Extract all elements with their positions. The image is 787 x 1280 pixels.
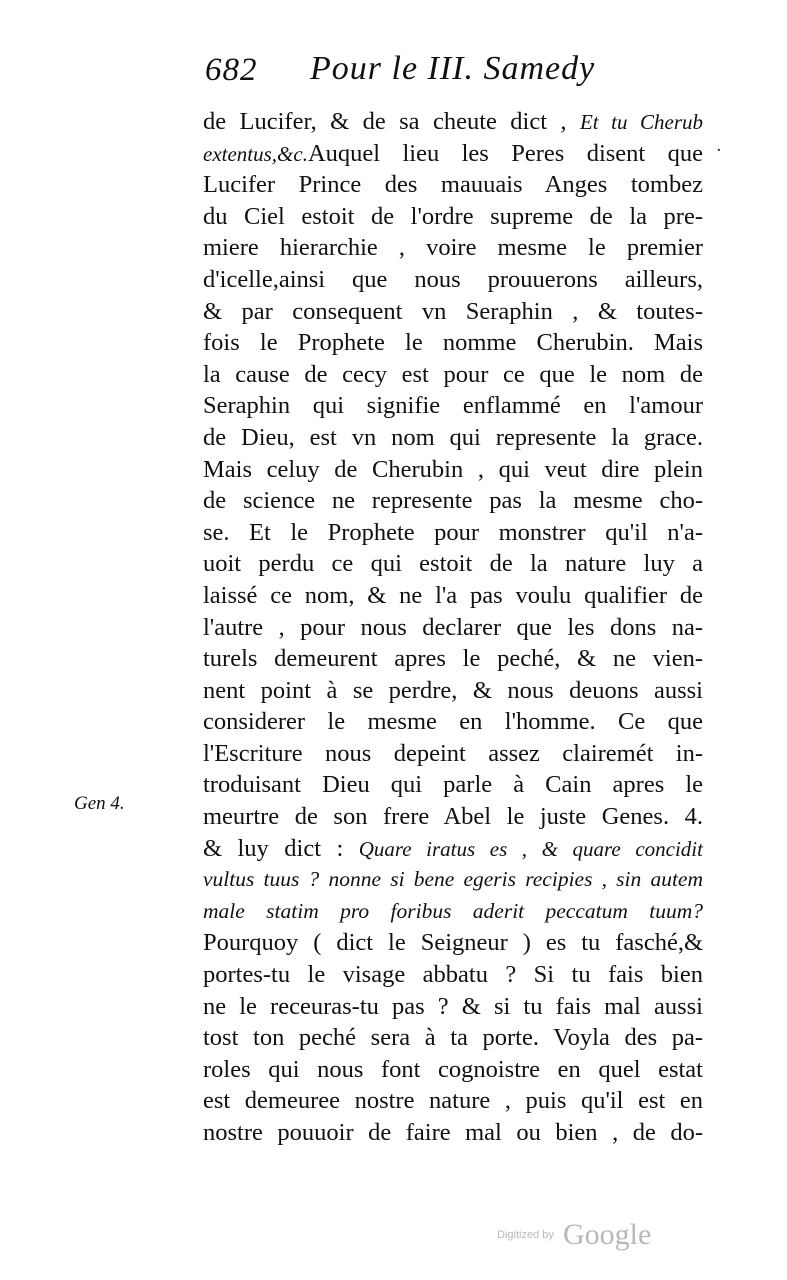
line-text: tost ton peché sera à ta porte. Voyla des pa- (203, 1024, 703, 1052)
text-line (203, 454, 703, 486)
text-line (203, 517, 703, 549)
line-text: portes-tu le visage abbatu ? Si tu fais bien (203, 961, 703, 989)
line-text: de Lucifer, & de sa cheute dict , (203, 108, 580, 135)
line-text: de science ne represente pas la mesme cho- (203, 487, 703, 515)
page-header (205, 46, 705, 96)
line-text: l'Escriture nous depeint assez clairemét in- (203, 739, 703, 767)
text-line (203, 1117, 703, 1149)
line-text: Lucifer Prince des mauuais Anges tombez (203, 171, 703, 199)
line-text: laissé ce nom, & ne l'a pas voulu qualifier de (203, 581, 703, 609)
text-line (203, 927, 703, 959)
text-line (203, 422, 703, 454)
running-title: Pour le III. Samedy (310, 50, 596, 87)
line-text: Mais celuy de Cherubin , qui veut dire plein (203, 455, 703, 483)
text-line (203, 643, 703, 675)
digitized-watermark (497, 1218, 651, 1252)
text-line (203, 1085, 703, 1117)
line-text: miere hierarchie , voire mesme le premier (203, 234, 703, 262)
text-line (203, 359, 703, 391)
line-text: considerer le mesme en l'homme. Ce que (203, 708, 703, 736)
line-text: nostre pouuoir de faire mal ou bien , de do- (203, 1119, 703, 1146)
latin-quotation: extentus,&c. (203, 141, 308, 166)
watermark-prefix: Digitized by (497, 1229, 554, 1241)
line-text: fois le Prophete le nomme Cherubin. Mais (203, 329, 703, 357)
line-text: de Dieu, est vn nom qui represente la grace. (203, 423, 703, 451)
text-line (203, 106, 703, 138)
line-text: Pourquoy ( dict le Seigneur ) es tu fasché,& (203, 929, 703, 957)
line-text: Seraphin qui signifie enflammé en l'amour (203, 392, 703, 420)
text-line (203, 169, 703, 201)
text-line (203, 801, 703, 833)
body-text (203, 106, 703, 1149)
text-line (203, 548, 703, 580)
line-text: nent point à se perdre, & nous deuons aussi (203, 676, 703, 704)
text-line (203, 675, 703, 707)
line-text: & luy dict : (203, 834, 359, 862)
margin-note-genesis-reference: Gen 4. (74, 793, 125, 814)
page-number: 682 (205, 52, 258, 88)
text-line (203, 327, 703, 359)
text-line (203, 232, 703, 264)
text-line (203, 706, 703, 738)
latin-quotation: Quare iratus es , & quare concidit (358, 836, 703, 861)
text-line (203, 1054, 703, 1086)
line-text: & par consequent vn Seraphin , & toutes- (203, 297, 703, 325)
text-line (203, 991, 703, 1023)
line-text: Auquel lieu les Peres disent que (307, 139, 703, 167)
text-line (203, 485, 703, 517)
text-line (203, 833, 703, 865)
line-text: est demeuree nostre nature , puis qu'il est en (203, 1087, 703, 1115)
text-line (203, 769, 703, 801)
line-text: ne le receuras-tu pas ? & si tu fais mal aussi (203, 992, 703, 1020)
line-text: se. Et le Prophete pour monstrer qu'il n'a- (203, 518, 703, 546)
line-text: meurtre de son frere Abel le juste Genes. 4. (203, 803, 703, 831)
line-text: d'icelle,ainsi que nous prouuerons ailleurs, (203, 265, 703, 293)
text-line (203, 738, 703, 770)
text-line (203, 201, 703, 233)
text-line (203, 959, 703, 991)
watermark-brand-logo: Google (562, 1218, 652, 1251)
text-line (203, 264, 703, 296)
text-line (203, 390, 703, 422)
latin-quotation: Et tu Cherub (579, 110, 703, 134)
line-text: roles qui nous font cognoistre en quel estat (203, 1055, 703, 1083)
text-line: male statim pro foribus aderit peccatum tuum? (203, 898, 703, 923)
text-line (203, 612, 703, 644)
line-text: du Ciel estoit de l'ordre supreme de la pre- (203, 202, 703, 230)
line-text: la cause de cecy est pour ce que le nom de (203, 360, 703, 388)
text-line: vultus tuus ? nonne si bene egeris recipies , sin autem (203, 867, 703, 892)
text-line (203, 138, 703, 170)
line-text: troduisant Dieu qui parle à Cain apres le (203, 771, 703, 799)
stray-ink-mark: · (716, 140, 722, 161)
line-text: l'autre , pour nous declarer que les dons na- (203, 613, 703, 641)
text-line (203, 1022, 703, 1054)
text-line (203, 296, 703, 328)
line-text: uoit perdu ce qui estoit de la nature luy a (203, 550, 703, 578)
text-line (203, 580, 703, 612)
line-text: turels demeurent apres le peché, & ne vien- (203, 645, 703, 673)
